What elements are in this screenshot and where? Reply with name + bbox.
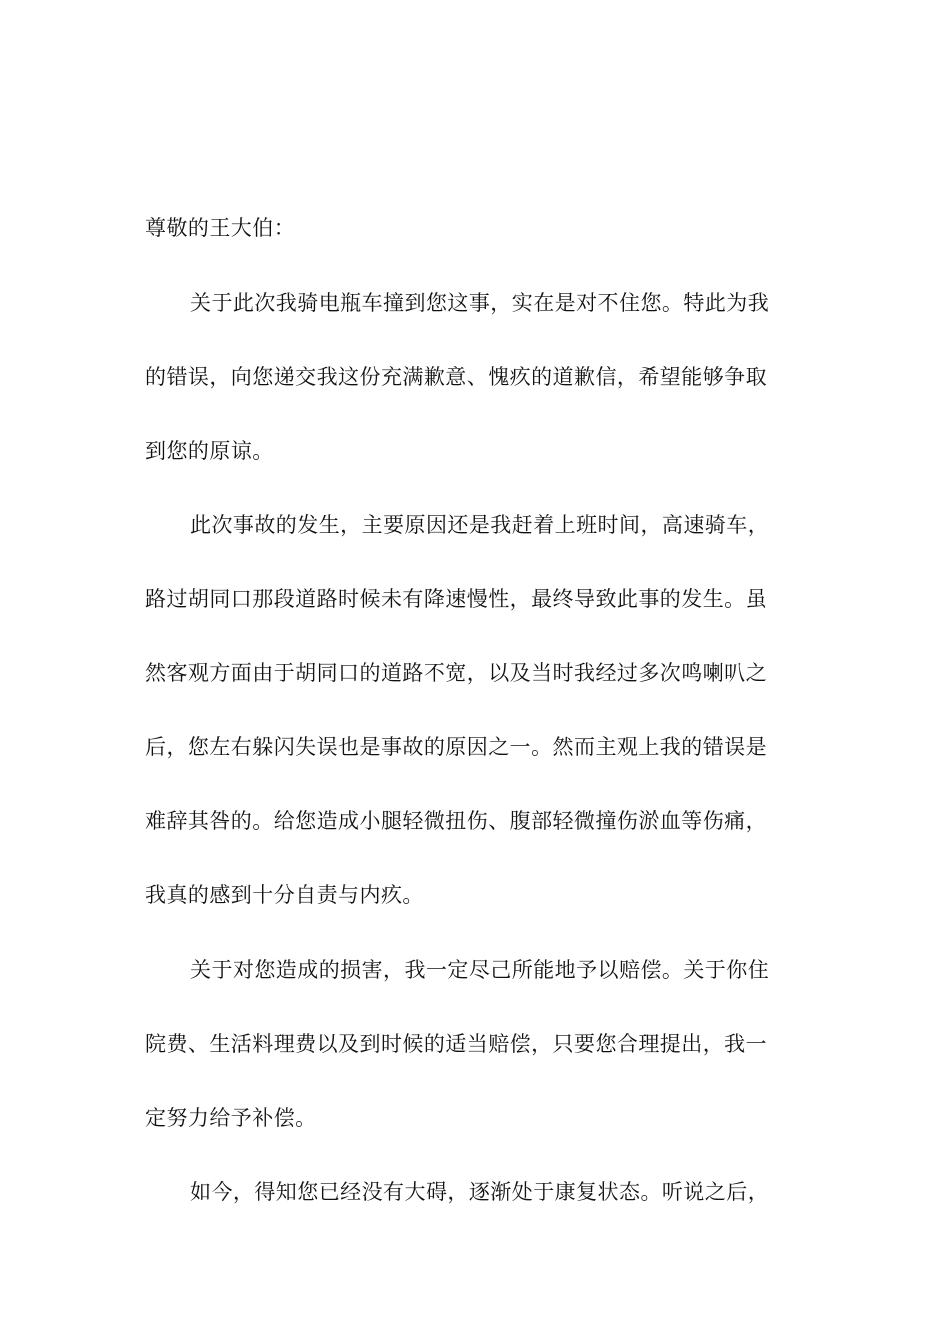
paragraph-1-line-1: 关于此次我骑电瓶车撞到您这事，实在是对不住您。特此为我 (190, 291, 770, 315)
paragraph-2-line-3: 然客观方面由于胡同口的道路不宽，以及当时我经过多次鸣喇叭之 (145, 661, 768, 685)
paragraph-1-line-2: 的错误，向您递交我这份充满歉意、愧疚的道歉信，希望能够争取 (145, 365, 768, 389)
paragraph-3-line-3: 定努力给予补偿。 (145, 1106, 317, 1130)
paragraph-4-line-1: 如今，得知您已经没有大碍，逐渐处于康复状态。听说之后， (190, 1180, 770, 1204)
paragraph-2-line-4: 后，您左右躲闪失误也是事故的原因之一。然而主观上我的错误是 (145, 735, 768, 759)
paragraph-2-line-1: 此次事故的发生，主要原因还是我赶着上班时间，高速骑车， (190, 513, 770, 537)
paragraph-3-line-1: 关于对您造成的损害，我一定尽己所能地予以赔偿。关于你住 (190, 958, 770, 982)
salutation: 尊敬的王大伯： (145, 216, 296, 240)
paragraph-2-line-5: 难辞其咎的。给您造成小腿轻微扭伤、腹部轻微撞伤淤血等伤痛， (145, 809, 768, 833)
paragraph-3-line-2: 院费、生活料理费以及到时候的适当赔偿，只要您合理提出，我一 (145, 1032, 768, 1056)
paragraph-2-line-2: 路过胡同口那段道路时候未有降速慢性，最终导致此事的发生。虽 (145, 587, 768, 611)
paragraph-2-line-6: 我真的感到十分自责与内疚。 (145, 883, 424, 907)
paragraph-1-line-3: 到您的原谅。 (145, 439, 274, 463)
